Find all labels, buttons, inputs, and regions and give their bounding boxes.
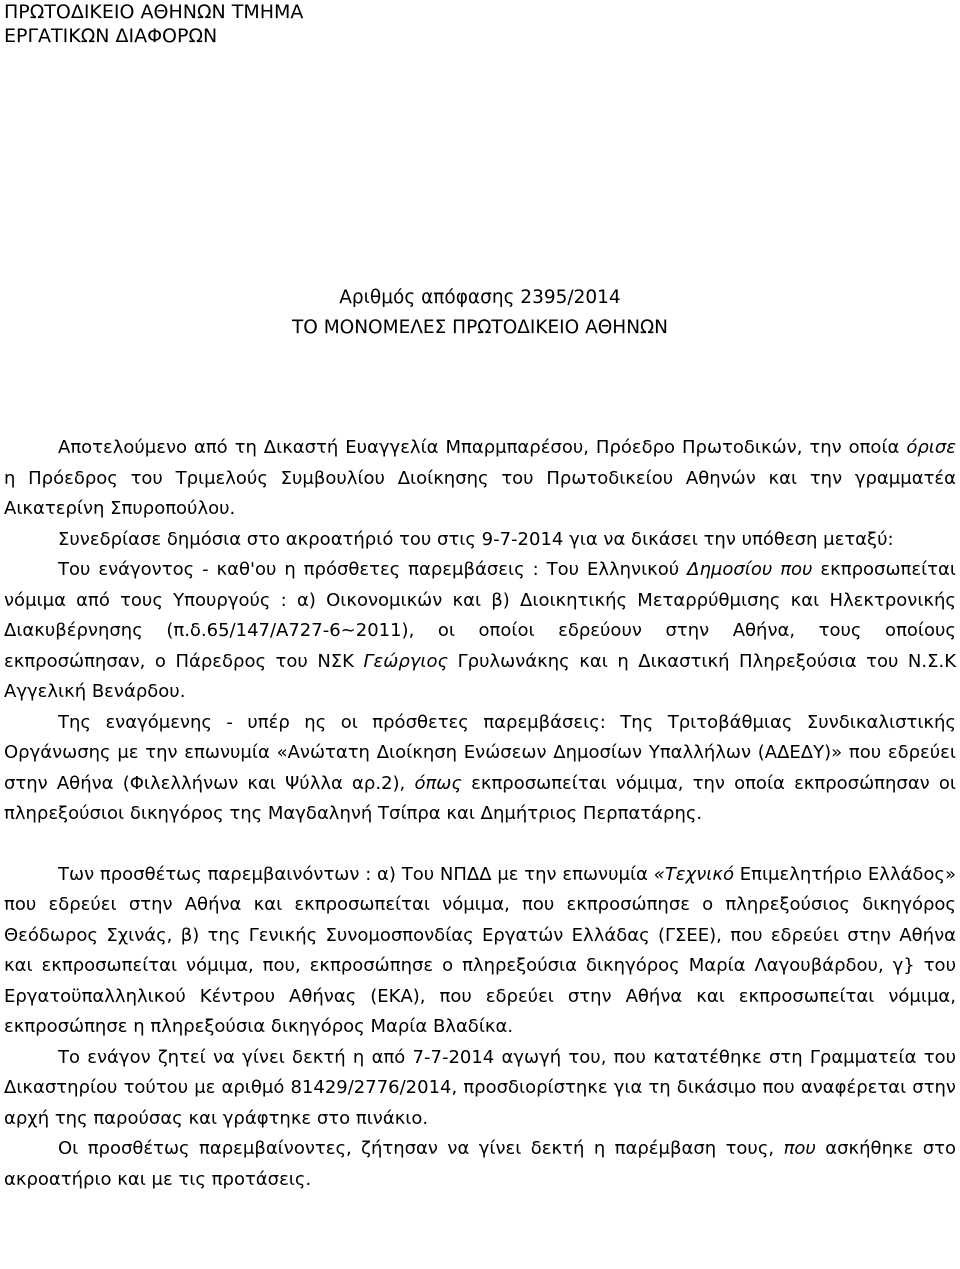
text-run: Του ενάγοντος - καθ'ου η πρόσθετες παρεμβάσεις : Του Ελληνικού [58,559,688,580]
italic-run: Γεώργιος [363,650,449,672]
text-run: ασκήθηκε στο ακροατήριο και με τις προτάσεις. [4,1138,956,1190]
italic-run: που [783,1138,816,1159]
text-run: Γρυλωνάκης και η Δικαστική Πληρεξούσια του Ν.Σ.Κ Αγγελική Βενάρδου. [4,650,956,702]
paragraph-composition [4,433,956,525]
decision-number: Αριθμός απόφασης 2395/2014 [339,287,621,308]
text-run: Των προσθέτως παρεμβαινόντων : α) Του ΝΠΔΔ με την επωνυμία [58,863,654,885]
text-run: Οι προσθέτως παρεμβαίνοντες, ζήτησαν να γίνει δεκτή η παρέμβαση τους, [58,1138,784,1159]
header-line-2: ΕΡΓΑΤΙΚΩΝ ΔΙΑΦΟΡΩΝ [4,25,218,47]
paragraph-interveners [4,860,956,1043]
paragraph-gap [4,830,956,860]
italic-run: όρισε [906,437,956,458]
text-run: η Πρόεδρος του Τριμελούς Συμβουλίου Διοίκησης του Πρωτοδικείου Αθηνών και την γραμματέα Αικατερίνη Σπυροπούλου. [4,467,956,519]
text-run: Αποτελούμενο από τη Δικαστή Ευαγγελία Μπαρμπαρέσου, Πρόεδρο Πρωτοδικών, την οποία [58,437,907,458]
paragraph-defendant [4,708,956,830]
court-header [4,0,303,48]
text-run: εκπροσωπείται νόμιμα, την οποία εκπροσώπησαν οι πληρεξούσιοι δικηγόρος της Μαγδαληνή Τσίπρα και Δημήτριος Περπατάρης. [4,772,956,824]
header-line-1: ΠΡΩΤΟΔΙΚΕΙΟ ΑΘΗΝΩΝ ΤΜΗΜΑ [4,1,304,23]
italic-run: «Τεχνικό [653,863,734,885]
italic-run: Δημοσίου που [687,559,813,580]
court-title: ΤΟ ΜΟΝΟΜΕΛΕΣ ΠΡΩΤΟΔΙΚΕΙΟ ΑΘΗΝΩΝ [291,317,669,338]
italic-run: όπως [414,772,462,794]
paragraph-plaintiff [4,555,956,708]
document-body [4,433,956,1195]
paragraph-claim: Το ενάγον ζητεί να γίνει δεκτή η από 7-7-2014 αγωγή του, που κατατέθηκε στη Γραμματεία του Δικαστηρίου τούτου με αριθμό 81429/2776/2014, προσδιορίστηκε για τη δικάσιμο που αναφέρεται στην αρχή της παρούσας και γράφτηκε στο πινάκιο. [4,1046,956,1129]
text-run: Της εναγόμενης - υπέρ ης οι πρόσθετες παρεμβάσεις: Της Τριτοβάθμιας Συνδικαλιστικής Οργάνωσης με την επωνυμία «Ανώτατη Διοίκηση Ενώσεων Δημοσίων Υπαλλήλων (ΑΔΕΔΥ)» που εδρεύει στην Αθήνα (Φιλελλήνων και Ψύλλα αρ.2), [4,711,956,794]
paragraph-hearing: Συνεδρίασε δημόσια στο ακροατήριό του στις 9-7-2014 για να δικάσει την υπόθεση μεταξύ: [58,528,894,550]
text-run: εκπροσωπείται νόμιμα από τους Υπουργούς : α) Οικονομικών και β) Διοικητικής Μεταρρύθμισης και Ηλεκτρονικής Διακυβέρνησης (π.δ.65/147/Α727-6~2011), οι οποίοι εδρεύουν στην Αθήνα, τους οποίους εκπροσώπησαν, ο Πάρεδρος του ΝΣΚ [4,559,956,672]
text-run: Επιμελητήριο Ελλάδος» που εδρεύει στην Αθήνα και εκπροσωπείται νόμιμα, που εκπροσώπησε ο πληρεξούσιος δικηγόρος Θεόδωρος Σχινάς, β) της Γενικής Συνομοσπονδίας Εργατών Ελλάδας (ΓΣΕΕ), που εδρεύει στην Αθήνα και εκπροσωπείται νόμιμα, που, εκπροσώπησε ο πληρεξούσια δικηγόρος Μαρία Λαγουβάρδου, γ} του Εργατοϋπαλληλικού Κέντρου Αθήνας (ΕΚΑ), που εδρεύει στην Αθήνα και εκπροσωπείται νόμιμα, εκπροσώπησε η πληρεξούσια δικηγόρος Μαρία Βλαδίκα. [4,863,956,1037]
paragraph-intervention-request [4,1134,956,1195]
